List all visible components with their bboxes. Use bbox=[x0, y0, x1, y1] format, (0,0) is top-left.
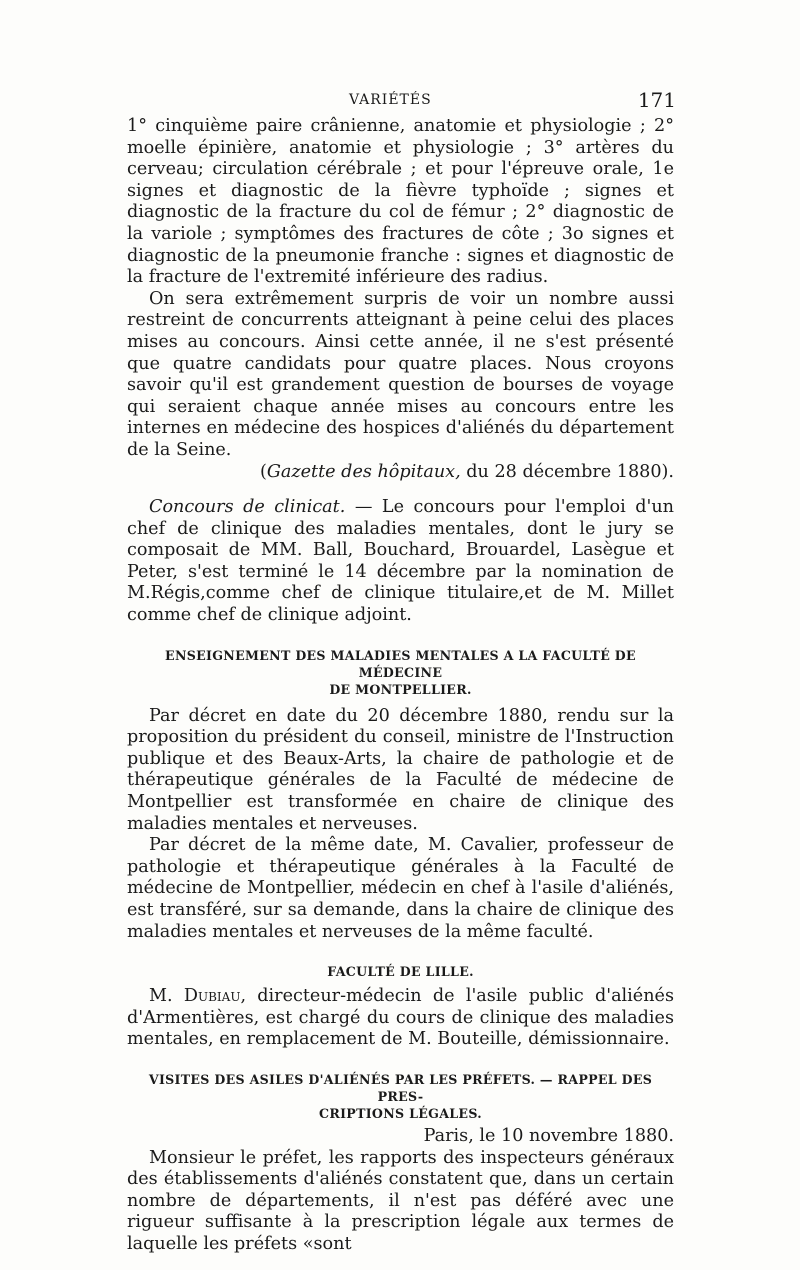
montpellier-heading-line2: DE MONTPELLIER. bbox=[329, 681, 472, 697]
montpellier-paragraph-2: Par décret de la même date, M. Cavalier, professeur de pathologie et thérapeutique générales à la Faculté de médecine de Montpellier, médecin en chef à l'asile d'aliénés, est transféré, sur sa demande, dans la chaire de clinique des maladies mentales et nerveuses de la même faculté. bbox=[127, 835, 674, 942]
citation-date: du 28 décembre 1880). bbox=[466, 461, 674, 482]
lille-text: , directeur-médecin de l'asile public d'aliénés d'Armentières, est chargé du cours de clinique des maladies mentales, en remplacement de M. Bouteille, démissionnaire. bbox=[127, 986, 674, 1050]
montpellier-paragraph-1: Par décret en date du 20 décembre 1880, rendu sur la proposition du président du conseil, ministre de l'Instruction publique et des Beaux-Arts, la chaire de pathologie et de thérapeutique générales de la Faculté de médecine de Montpellier est transformée en chaire de clinique des maladies mentales et nerveuses. bbox=[127, 705, 674, 834]
running-head bbox=[127, 88, 674, 116]
clinicat-text: — Le concours pour l'emploi d'un chef de clinique des maladies mentales, dont le jury se composait de MM. Ball, Bouchard, Brouardel, Lasègue et Peter, s'est terminé le 14 décembre par la nomination de M.Régis,comme chef de clinique titulaire,et de M. Millet comme chef de clinique adjoint. bbox=[127, 497, 674, 626]
clinicat-lead: Concours de clinicat. bbox=[149, 497, 346, 518]
clinicat-paragraph bbox=[127, 497, 674, 627]
citation: (Gazette des hôpitaux, du 28 décembre 1880). bbox=[259, 461, 674, 482]
citation-source: Gazette des hôpitaux, bbox=[266, 461, 461, 482]
letter-date: Paris, le 10 novembre 1880. bbox=[423, 1125, 674, 1146]
visites-heading-line2: CRIPTIONS LÉGALES. bbox=[319, 1105, 482, 1121]
montpellier-heading-line1: ENSEIGNEMENT DES MALADIES MENTALES A LA FACULTÉ DE MÉDECINE bbox=[165, 647, 636, 680]
visites-paragraph: Monsieur le préfet, les rapports des inspecteurs généraux des établissements d'aliénés constatent que, dans un certain nombre de départements, il n'est pas déféré avec une rigueur suffisante à la prescription légale aux termes de laquelle les préfets «sont bbox=[127, 1147, 674, 1254]
exam-topics-paragraph: 1° cinquième paire crânienne, anatomie et physiologie ; 2° moelle épinière, anatomie et physiologie ; 3° artères du cerveau; circulation cérébrale ; et pour l'épreuve orale, 1e signes et diagnostic de la fièvre typhoïde ; signes et diagnostic de la fracture du col de fémur ; 2° diagnostic de la variole ; symptômes des fractures de côte ; 3o signes et diagnostic de la pneumonie franche : signes et diagnostic de la fracture de l'extremité inférieure des radius. bbox=[127, 116, 674, 288]
running-head-title: VARIÉTÉS bbox=[349, 92, 432, 108]
lille-person-name: M. Dubiau bbox=[149, 986, 241, 1007]
lille-heading: FACULTÉ DE LILLE. bbox=[327, 964, 474, 980]
page-number: 171 bbox=[637, 88, 676, 112]
visites-heading-line1: VISITES DES ASILES D'ALIÉNÉS PAR LES PRÉFETS. — RAPPEL DES PRES- bbox=[148, 1071, 653, 1104]
lille-paragraph bbox=[127, 986, 674, 1051]
competition-remarks-paragraph: On sera extrêmement surpris de voir un nombre aussi restreint de concurrents atteignant à peine celui des places mises au concours. Ainsi cette année, il ne s'est présenté que quatre candidats pour quatre places. Nous croyons savoir qu'il est grandement question de bourses de voyage qui seraient chaque année mises au concours entre les internes en médecine des hospices d'aliénés du département de la Seine. bbox=[127, 288, 674, 460]
